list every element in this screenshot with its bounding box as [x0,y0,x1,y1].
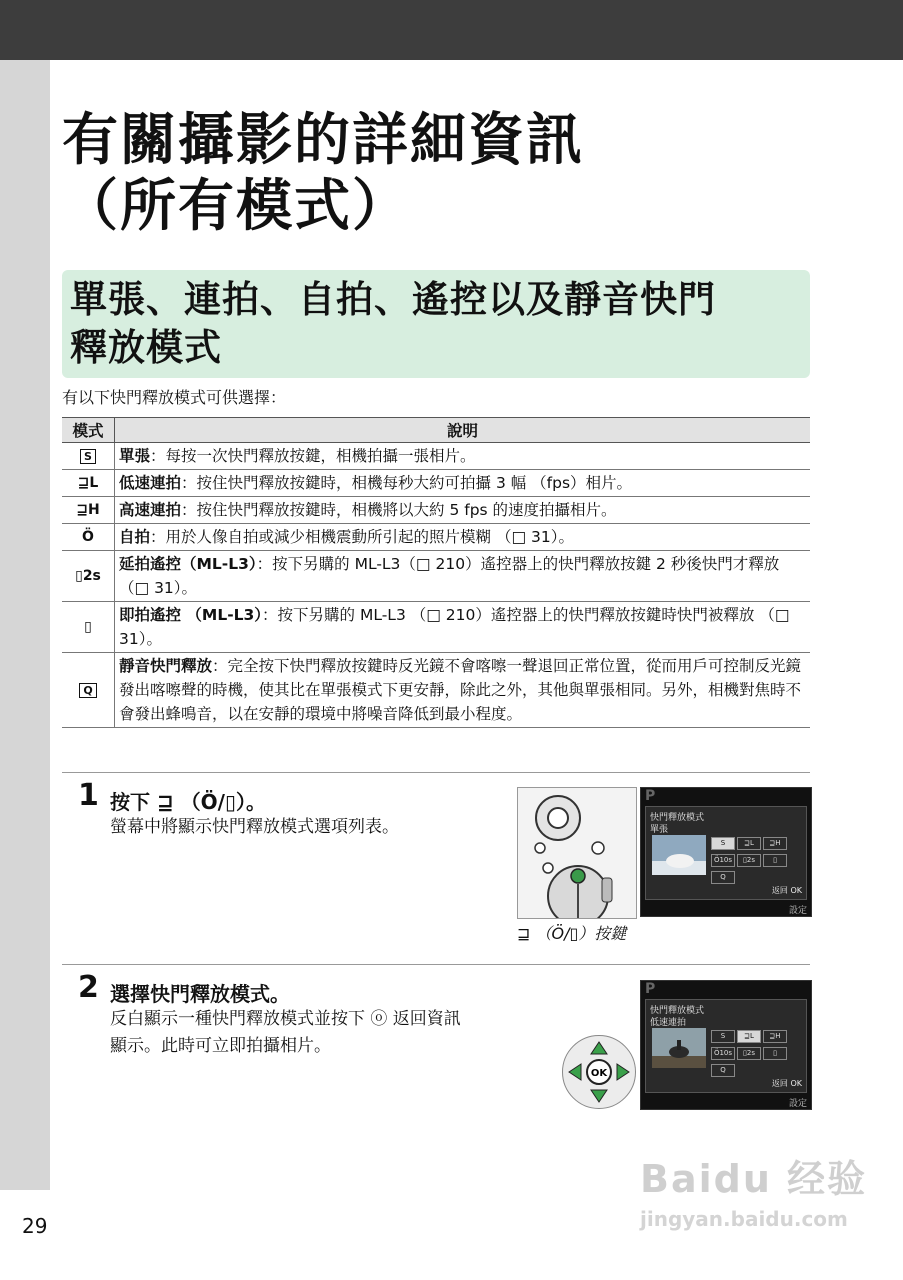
panel-footer [772,1078,802,1089]
set-label: 設定 [788,1099,807,1109]
intro-text: 有以下快門釋放模式可供選擇： [62,388,287,407]
step-1-text: 螢幕中將顯示快門釋放模式選項列表。 [110,817,399,837]
lcd-screen-1 [640,787,812,917]
table-header-row [62,418,810,443]
header-description: 說明 [115,418,811,443]
set-label: 設定 [788,906,807,916]
back-label[interactable]: 返回 [771,1079,788,1088]
panel-title: 快門釋放模式 [650,813,705,823]
modes-table [62,417,810,728]
panel-title: 快門釋放模式 [650,1006,705,1016]
table-row [62,470,810,497]
mode-icon-delayed-remote: ▯2s [62,551,115,602]
ok-button-label: OK [590,1068,608,1079]
table-row [62,497,810,524]
section-title [70,276,810,372]
mode-indicator: P [645,981,656,997]
back-label[interactable]: 返回 [771,886,788,895]
ok-label[interactable]: OK [790,886,802,895]
step-1-number: 1 [78,778,99,813]
mode-icon-self-timer: Ö [62,524,115,551]
step-2-number: 2 [78,970,99,1005]
section-header [62,270,810,378]
mode-option[interactable]: ⊒H [763,837,787,850]
mode-icon-continuous-low: ⊒L [62,470,115,497]
mode-option[interactable]: Q [711,871,735,884]
mode-desc: 延拍遙控（ML-L3）：按下另購的 ML-L3（□ 210）遙控器上的快門釋放按鍵 2 秒後快門才釋放 （□ 31）。 [115,551,811,602]
mode-option[interactable]: Q [711,1064,735,1077]
mode-icon-grid [710,835,810,886]
table-row [62,524,810,551]
table-row [62,551,810,602]
camera-illustration-icon [518,788,636,918]
step-2-text [110,1006,461,1060]
step-2-text-line-2: 顯示。此時可立即拍攝相片。 [110,1036,331,1056]
mode-desc: 高速連拍：按住快門釋放按鍵時，相機將以大約 5 fps 的速度拍攝相片。 [115,497,811,524]
table-row [62,653,810,728]
title-line-1: 有關攝影的詳細資訊 [62,108,584,173]
section-title-line-1: 單張、連拍、自拍、遙控以及靜音快門 [70,278,716,321]
mode-icon-continuous-high: ⊒H [62,497,115,524]
page-title [62,108,584,240]
mode-option[interactable]: S [711,1030,735,1043]
mode-option[interactable]: ▯ [763,854,787,867]
mode-option[interactable]: Ö10s [711,854,735,867]
mode-icon-quiet: Q [62,653,115,728]
mode-icon-quick-remote: ▯ [62,602,115,653]
table-row [62,443,810,470]
watermark-url: jingyan.baidu.com [640,1207,848,1231]
mode-desc: 即拍遙控 （ML-L3）：按下另購的 ML-L3 （□ 210）遙控器上的快門釋放按鍵時快門被釋放 （□ 31）。 [115,602,811,653]
title-line-2: （所有模式） [62,174,410,239]
mode-desc: 單張：每按一次快門釋放按鍵，相機拍攝一張相片。 [115,443,811,470]
mode-option[interactable]: ⊒H [763,1030,787,1043]
watermark-logo: Baidu 经验 [640,1157,868,1201]
panel-current-mode: 低速連拍 [650,1018,687,1028]
mode-option[interactable]: ▯ [763,1047,787,1060]
mode-indicator: P [645,788,656,804]
mode-option[interactable]: S [711,837,735,850]
section-title-line-2: 釋放模式 [70,326,222,369]
mode-option[interactable]: ▯2s [737,854,761,867]
mode-desc: 自拍：用於人像自拍或減少相機震動所引起的照片模糊 （□ 31）。 [115,524,811,551]
mode-icon-single: S [62,443,115,470]
multi-selector-icon [563,1036,635,1108]
step-1-title: 按下 ⊒ （Ö/▯）。 [110,790,266,814]
step-2-divider [62,964,810,965]
ok-label[interactable]: OK [790,1079,802,1088]
step-2-title: 選擇快門釋放模式。 [110,982,290,1006]
mode-option[interactable]: ▯2s [737,1047,761,1060]
step-2-text-line-1: 反白顯示一種快門釋放模式並按下 ⓞ 返回資訊 [110,1009,461,1029]
mode-desc: 靜音快門釋放：完全按下快門釋放按鍵時反光鏡不會喀嚓一聲退回正常位置，從而用戶可控制反光鏡發出喀嚓聲的時機，使其比在單張模式下更安靜，除此之外，其他與單張相同。另外，相機對焦時不會發出蜂鳴音，以在安靜的環境中將噪音降低到最小程度。 [115,653,811,728]
mode-icon-grid [710,1028,810,1079]
panel-current-mode: 單張 [650,825,669,835]
mode-desc: 低速連拍：按住快門釋放按鍵時，相機每秒大約可拍攝 3 幅 （fps）相片。 [115,470,811,497]
release-mode-panel [645,806,807,900]
release-mode-panel [645,999,807,1093]
mode-option[interactable]: ⊒L [737,1030,761,1043]
mode-option[interactable]: Ö10s [711,1047,735,1060]
header-mode: 模式 [62,418,115,443]
top-bar [0,0,903,60]
panel-footer [772,885,802,896]
page-number: 29 [22,1214,48,1238]
multi-selector-illustration [562,1035,636,1109]
horse-rider-photo [652,1028,706,1068]
polar-bear-photo [652,835,706,875]
side-bar [0,60,50,1190]
camera-body-illustration [517,787,637,919]
table-row [62,602,810,653]
button-caption: ⊒ （Ö/▯）按鍵 [517,924,627,943]
mode-option[interactable]: ⊒L [737,837,761,850]
watermark [640,1148,870,1231]
step-1-divider [62,772,810,773]
lcd-screen-2 [640,980,812,1110]
